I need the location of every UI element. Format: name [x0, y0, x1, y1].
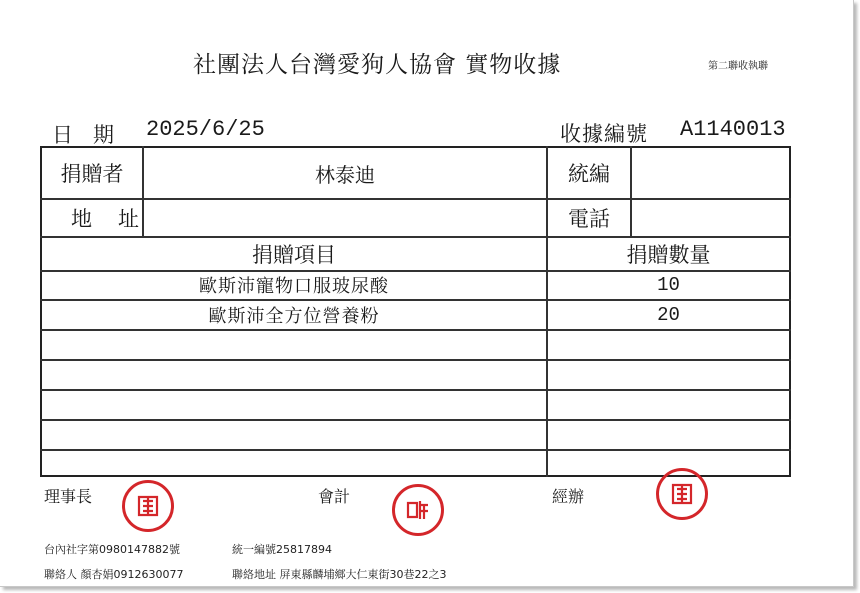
unified-number: 統一編號25817894: [232, 543, 332, 556]
item-column-header: 捐贈項目: [252, 243, 336, 267]
item-quantity: [548, 330, 789, 359]
item-name: [42, 360, 546, 389]
accountant-label: 會計: [318, 487, 351, 506]
item-name: [42, 420, 546, 449]
seal-mark-icon: [667, 479, 697, 509]
address-value: [144, 200, 546, 236]
contact-address: 聯絡地址 屏東縣麟埔鄉大仁東街30巷22之3: [232, 568, 447, 581]
handler-seal: [656, 468, 708, 520]
tax-id-label: 統編: [568, 162, 610, 186]
receipt-number-label: 收據編號: [560, 122, 648, 146]
date-value: 2025/6/25: [146, 117, 265, 142]
receipt-number-value: A1140013: [680, 117, 786, 142]
handler-label: 經辦: [552, 487, 585, 506]
item-quantity: [548, 420, 789, 449]
receipt-title: 社團法人台灣愛狗人協會 實物收據: [193, 52, 562, 78]
seal-mark-icon: [403, 495, 433, 525]
chairman-label: 理事長: [44, 487, 93, 506]
item-name: [42, 390, 546, 419]
chairman-seal: [122, 480, 174, 532]
item-quantity: 20: [657, 303, 680, 326]
accountant-seal: [392, 484, 444, 536]
item-quantity: [548, 390, 789, 419]
phone-label: 電話: [568, 207, 610, 231]
registration-number: 台內社字第0980147882號: [44, 543, 180, 556]
phone-value: [632, 200, 789, 236]
item-quantity: [548, 360, 789, 389]
donor-value: 林泰迪: [315, 162, 375, 187]
contact-person: 聯絡人 顏杏娟0912630077: [44, 568, 184, 581]
item-name: 歐斯沛全方位營養粉: [208, 305, 380, 327]
seal-mark-icon: [133, 491, 163, 521]
tax-id-value: [632, 148, 789, 198]
address-label: 地址: [71, 207, 165, 231]
item-quantity: 10: [657, 274, 680, 296]
item-name: 歐斯沛寵物口服玻尿酸: [199, 276, 389, 297]
date-label: 日期: [52, 123, 134, 147]
donor-label: 捐贈者: [60, 162, 124, 186]
copy-label: 第二聯收執聯: [708, 61, 768, 72]
quantity-column-header: 捐贈數量: [626, 243, 711, 267]
item-name: [42, 330, 546, 359]
item-name: [42, 450, 546, 475]
